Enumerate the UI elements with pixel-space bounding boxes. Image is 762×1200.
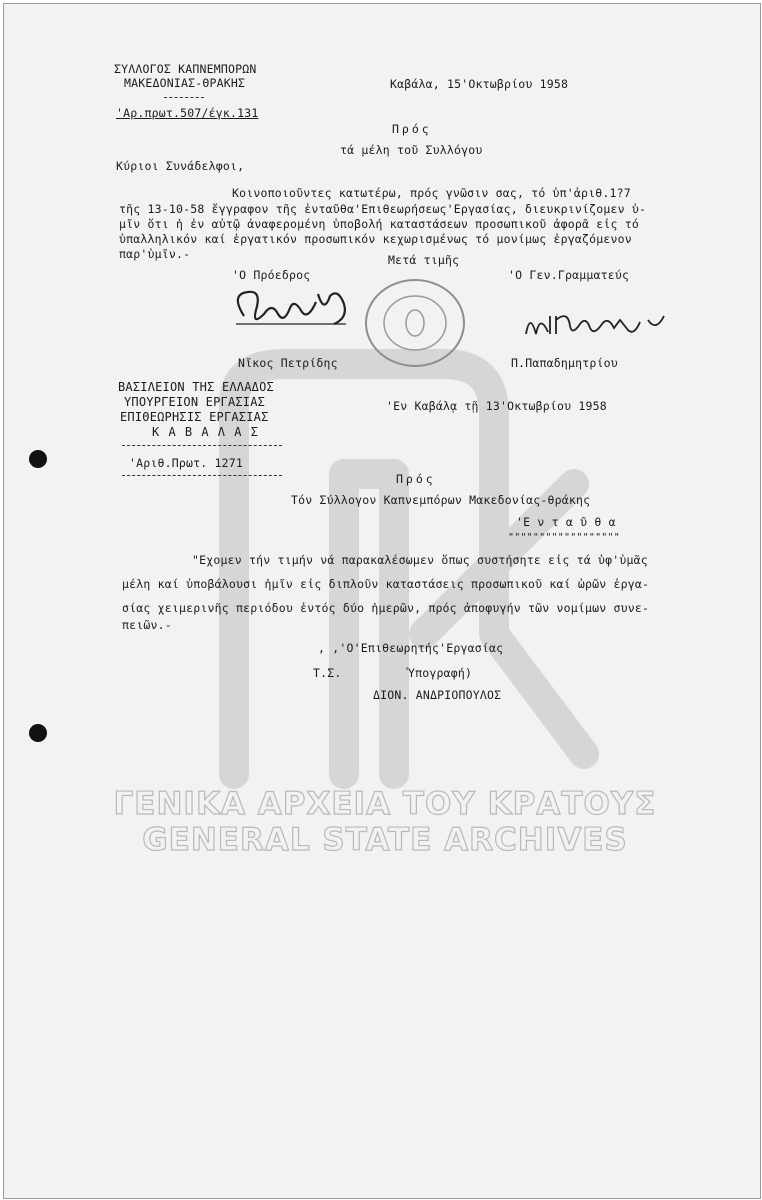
document-page [3, 3, 761, 1199]
sender-org-line2: ΜΑΚΕΔΟΝΙΑΣ-ΘΡΑΚΗΣ [124, 76, 246, 90]
body-line: Κοινοποιοῦντες κατωτέρω, πρός γνῶσιν σας, τό ὑπ'ἀριθ.1?7 [232, 186, 631, 200]
closing: Μετά τιμῆς [388, 253, 460, 267]
sender-org-line1: ΣΥΛΛΟΓΟΣ ΚΑΠΝΕΜΠΟΡΩΝ [114, 62, 257, 76]
office-recipient-place-underline: """""""""""""""""" [508, 532, 620, 543]
office-recipient-place: 'Ε ν τ α ῦ θ α [516, 515, 616, 529]
salutation: Κύριοι Συνάδελφοι, [116, 159, 245, 173]
signer-right-name: Π.Παπαδημητρίου [511, 356, 618, 370]
body-line: "Εχομεν τήν τιμήν νά παρακαλέσωμεν ὅπως συστήσητε εἰς τά ὑφ'ὑμᾶς [192, 553, 648, 567]
body-line: σίας χειμερινῆς περιόδου ἐντός δύο ἡμερῶν, πρός ἀποφυγήν τῶν νομίμων συνε- [122, 601, 650, 615]
punch-hole-icon [29, 450, 47, 468]
body-line: μῖν ὅτι ἡ ἐν αὐτῷ ἀναφερομένη ὑποβολή καταστάσεων προσωπικοῦ ἀφορᾶ εἰς τό [119, 217, 640, 231]
seal-abbreviation: Τ.Σ. [313, 666, 342, 680]
office-org-line2: ΥΠΟΥΡΓΕΙΟΝ ΕΡΓΑΣΙΑΣ [124, 395, 266, 409]
signature-note: Ὑπογραφή) [408, 666, 473, 680]
signature-right [520, 306, 680, 342]
round-stamp [362, 276, 468, 370]
watermark-greek: ΓΕΝΙΚΑ ΑΡΧΕΙΑ ΤΟΥ ΚΡΑΤΟΥΣ [113, 786, 657, 822]
signer-left-name: Νῖκος Πετρίδης [238, 356, 338, 370]
body-line: ὑπαλληλικόν καί ἐργατικόν προσωπικόν κεχωρισμένως τό μονίμως ἐργαζόμενον [119, 232, 632, 246]
signer-right-title: 'Ο Γεν.Γραμματεύς [508, 268, 630, 282]
office-org-line1: ΒΑΣΙΛΕΙΟΝ ΤΗΣ ΕΛΛΑΔΟΣ [118, 380, 274, 394]
office-org-line4: Κ Α Β Α Λ Α Σ [152, 425, 259, 439]
inspector-name: ΔΙΟΝ. ΑΝΔΡΙΟΠΟΥΛΟΣ [373, 688, 502, 702]
inspector-title: , ,'Ο'Επιθεωρητής'Εργασίας [318, 641, 504, 655]
header-divider [164, 97, 204, 98]
punch-hole-icon [29, 724, 47, 742]
signature-left [226, 284, 356, 334]
to-label: Πρός [392, 122, 432, 136]
body-line: μέλη καί ὑποβάλουσι ἡμῖν εἰς διπλοῦν καταστάσεις προσωπικοῦ καί ὡρῶν ἐργα- [122, 577, 650, 591]
office-reference-number: 'Αριθ.Πρωτ. 1271 [129, 456, 243, 470]
office-to-label: Πρός [396, 472, 436, 486]
reference-number: 'Αρ.πρωτ.507/έγκ.131 [116, 106, 259, 120]
office-divider-top [122, 445, 282, 446]
watermark-english: GENERAL STATE ARCHIVES [142, 822, 628, 858]
office-divider-bottom [122, 475, 282, 476]
office-org-line3: ΕΠΙΘΕΩΡΗΣΙΣ ΕΡΓΑΣΙΑΣ [120, 410, 269, 424]
body-line: παρ'ὑμῖν.- [119, 247, 191, 261]
body-line: πειῶν.- [122, 618, 172, 632]
body-line: τῆς 13-10-58 ἔγγραφον τῆς ἐνταῦθα'Επιθεωρήσεως'Εργασίας, διευκρινίζομεν ὑ- [119, 202, 647, 216]
office-letter-date: 'Εν Καβάλᾳ τῇ 13'Οκτωβρίου 1958 [386, 399, 607, 413]
recipient: τά μέλη τοῦ Συλλόγου [340, 143, 483, 157]
office-recipient: Τόν Σύλλογον Καπνεμπόρων Μακεδονίας-θράκης [291, 493, 591, 507]
letter-date: Καβάλα, 15'Οκτωβρίου 1958 [390, 77, 569, 91]
signer-left-title: 'Ο Πρόεδρος [232, 268, 311, 282]
